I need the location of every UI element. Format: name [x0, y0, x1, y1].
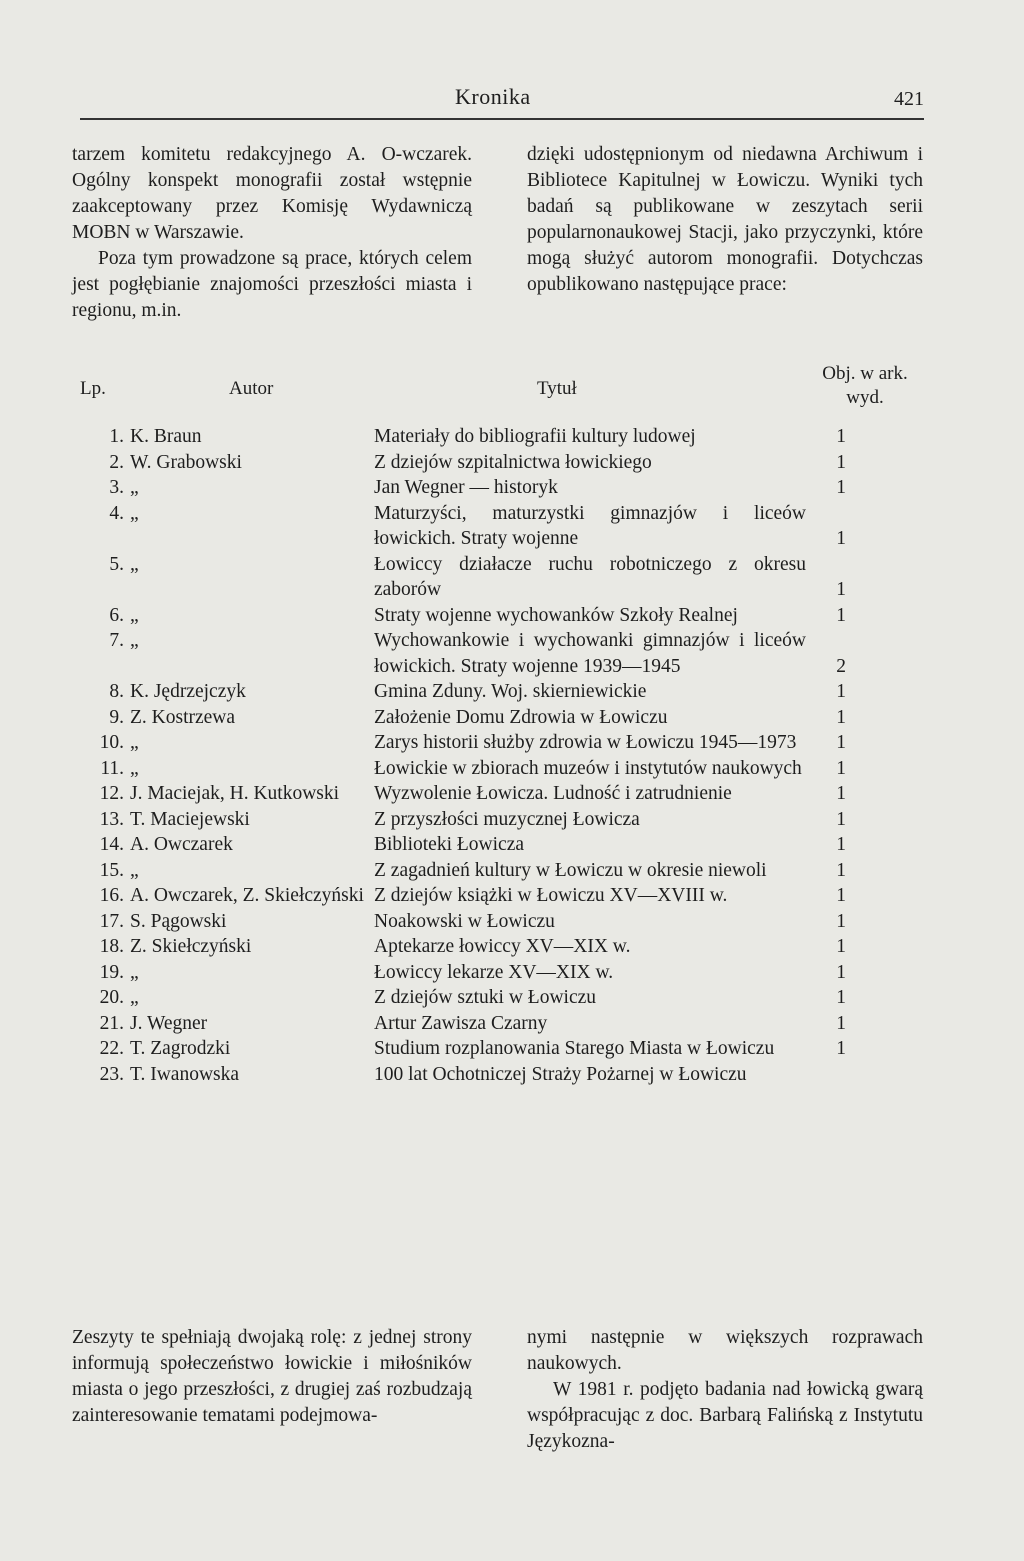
row-author: A. Owczarek	[130, 834, 233, 855]
row-number: 9.	[109, 706, 124, 728]
row-number: 14.	[99, 834, 124, 855]
row-author: „	[130, 859, 139, 881]
table-row	[80, 1062, 940, 1088]
row-count: 1	[836, 1012, 846, 1034]
row-title: Wychowankowie i wychowanki gimnazjów i liceów łowickich. Straty wojenne 1939—1945	[374, 630, 806, 677]
row-title: Aptekarze łowiccy XV—XIX w.	[374, 936, 631, 957]
table-row	[80, 705, 940, 731]
outro-left-column	[72, 1325, 472, 1429]
row-number: 1.	[109, 426, 124, 447]
row-number: 3.	[109, 477, 124, 498]
row-number: 18.	[99, 936, 124, 957]
row-number: 13.	[99, 808, 124, 830]
row-author: T. Maciejewski	[130, 808, 250, 830]
row-author: W. Grabowski	[130, 451, 242, 473]
row-title: Łowiccy działacze ruchu robotniczego z okresu zaborów	[374, 553, 806, 600]
table-row	[80, 883, 940, 909]
row-title: Materiały do bibliografii kultury ludowej	[374, 426, 696, 447]
intro-right-paragraph: dzięki udostępnionym od niedawna Archiwum i Bibliotece Kapitulnej w Łowiczu. Wyniki tych badań są publikowane w zeszytach serii popularnonaukowej Stacji, jako przyczynki, które mogą służyć autorom monografii. Dotychczas opublikowano następujące prace:	[527, 144, 923, 295]
row-number: 10.	[99, 732, 124, 753]
row-count: 1	[836, 910, 846, 932]
intro-left-paragraph: Poza tym prowadzone są prace, których celem jest pogłębianie znajomości przeszłości miasta i regionu, m.in.	[72, 248, 472, 321]
table-row	[80, 730, 940, 756]
table-header-author: Autor	[229, 378, 274, 399]
row-number: 15.	[99, 859, 124, 881]
intro-right-column	[527, 142, 923, 298]
row-title: Z dziejów sztuki w Łowiczu	[374, 987, 597, 1008]
row-author: „	[130, 732, 139, 753]
row-count: 1	[836, 732, 846, 753]
row-title: Z przyszłości muzycznej Łowicza	[374, 808, 640, 830]
table-row	[80, 832, 940, 858]
row-author: „	[130, 604, 139, 626]
row-count: 1	[836, 961, 846, 983]
table-row	[80, 909, 940, 935]
row-author: Z. Skiełczyński	[130, 936, 252, 957]
row-count: 1	[836, 834, 846, 855]
row-author: „	[130, 477, 139, 498]
running-header-title: Kronika	[455, 84, 531, 109]
row-count: 1	[836, 528, 846, 549]
outro-left-paragraph: Zeszyty te spełniają dwojaką rolę: z jednej strony informują społeczeństwo łowickie i miłośników miasta o jego przeszłości, z drugiej zaś rozbudzają zainteresowanie tematami podejmowa-	[72, 1327, 472, 1426]
row-number: 16.	[99, 885, 124, 906]
publication-list	[80, 424, 940, 1087]
outro-right-paragraph: nymi następnie w większych rozprawach naukowych.	[527, 1327, 923, 1374]
row-count: 1	[836, 1038, 846, 1059]
row-number: 19.	[99, 961, 124, 983]
row-title: Biblioteki Łowicza	[374, 834, 525, 855]
row-author: T. Zagrodzki	[130, 1038, 231, 1059]
row-author: „	[130, 502, 139, 524]
row-title: Maturzyści, maturzystki gimnazjów i liceów łowickich. Straty wojenne	[374, 502, 806, 549]
row-count: 1	[836, 681, 846, 702]
row-author: K. Jędrzejczyk	[130, 681, 246, 702]
table-header-count: Obj. w ark. wyd.	[822, 363, 908, 408]
row-count: 1	[836, 987, 846, 1008]
row-author: „	[130, 961, 139, 983]
row-number: 4.	[109, 502, 124, 524]
row-title: 100 lat Ochotniczej Straży Pożarnej w Łowiczu	[374, 1063, 747, 1085]
row-count: 1	[836, 885, 846, 906]
row-title: Noakowski w Łowiczu	[374, 910, 555, 932]
row-author: „	[130, 630, 139, 651]
row-title: Łowickie w zbiorach muzeów i instytutów naukowych	[374, 757, 802, 779]
row-number: 22.	[99, 1038, 124, 1059]
row-title: Zarys historii służby zdrowia w Łowiczu 1945—1973	[374, 732, 797, 753]
header-rule	[80, 118, 924, 120]
table-row	[80, 450, 940, 476]
row-author: „	[130, 987, 139, 1008]
row-title: Z zagadnień kultury w Łowiczu w okresie niewoli	[374, 859, 767, 881]
row-number: 6.	[109, 604, 124, 626]
row-title: Założenie Domu Zdrowia w Łowiczu	[374, 706, 668, 728]
table-row	[80, 781, 940, 807]
row-title: Z dziejów szpitalnictwa łowickiego	[374, 451, 652, 473]
intro-left-paragraph: tarzem komitetu redakcyjnego A. O-wczarek. Ogólny konspekt monografii został wstępnie zaakceptowany przez Komisję Wydawniczą MOBN w Warszawie.	[72, 144, 472, 243]
row-title: Jan Wegner — historyk	[374, 477, 558, 498]
row-author: A. Owczarek, Z. Skiełczyński	[130, 885, 364, 906]
row-author: „	[130, 757, 139, 779]
row-number: 20.	[99, 987, 124, 1008]
row-count: 1	[836, 604, 846, 626]
row-number: 2.	[109, 451, 124, 473]
row-title: Łowiccy lekarze XV—XIX w.	[374, 961, 614, 983]
table-row	[80, 552, 940, 603]
table-row	[80, 960, 940, 986]
row-author: J. Wegner	[130, 1012, 208, 1034]
row-author: Z. Kostrzewa	[130, 706, 236, 728]
row-count: 1	[836, 477, 846, 498]
row-author: „	[130, 553, 139, 575]
table-row	[80, 985, 940, 1011]
outro-right-paragraph: W 1981 r. podjęto badania nad łowicką gwarą współpracując z doc. Barbarą Falińską z Instytutu Językozna-	[527, 1379, 923, 1452]
row-author: T. Iwanowska	[130, 1063, 240, 1085]
row-count: 1	[836, 936, 846, 957]
table-row	[80, 603, 940, 629]
table-row	[80, 858, 940, 884]
table-row	[80, 679, 940, 705]
row-number: 8.	[109, 681, 124, 702]
row-number: 17.	[99, 910, 124, 932]
row-author: K. Braun	[130, 426, 202, 447]
row-count: 1	[836, 579, 846, 600]
table-row	[80, 1036, 940, 1062]
row-count: 1	[836, 783, 846, 804]
row-count: 1	[836, 451, 846, 473]
row-count: 1	[836, 808, 846, 830]
row-count: 1	[836, 757, 846, 779]
row-author: S. Pągowski	[130, 910, 227, 932]
row-title: Artur Zawisza Czarny	[374, 1012, 548, 1034]
row-title: Gmina Zduny. Woj. skierniewickie	[374, 681, 647, 702]
row-number: 11.	[100, 757, 124, 779]
table-row	[80, 1011, 940, 1037]
intro-left-column	[72, 142, 472, 324]
table-row	[80, 424, 940, 450]
table-header-lp: Lp.	[80, 378, 106, 399]
row-count: 1	[836, 426, 846, 447]
page-number: 421	[894, 88, 924, 110]
row-title: Wyzwolenie Łowicza. Ludność i zatrudnienie	[374, 783, 732, 804]
row-number: 23.	[99, 1063, 124, 1085]
outro-right-column	[527, 1325, 923, 1455]
table-row	[80, 934, 940, 960]
row-count: 2	[836, 655, 846, 677]
row-title: Straty wojenne wychowanków Szkoły Realnej	[374, 604, 738, 626]
table-row	[80, 475, 940, 501]
table-row	[80, 807, 940, 833]
row-number: 21.	[99, 1012, 124, 1034]
row-title: Z dziejów książki w Łowiczu XV—XVIII w.	[374, 885, 728, 906]
table-row	[80, 628, 940, 679]
row-author: J. Maciejak, H. Kutkowski	[130, 783, 340, 804]
row-count: 1	[836, 859, 846, 881]
row-count: 1	[836, 706, 846, 728]
row-number: 7.	[109, 630, 124, 651]
row-title: Studium rozplanowania Starego Miasta w Łowiczu	[374, 1038, 775, 1059]
table-row	[80, 756, 940, 782]
row-number: 5.	[109, 553, 124, 575]
table-header-title: Tytuł	[537, 378, 577, 399]
table-row	[80, 501, 940, 552]
row-number: 12.	[99, 783, 124, 804]
